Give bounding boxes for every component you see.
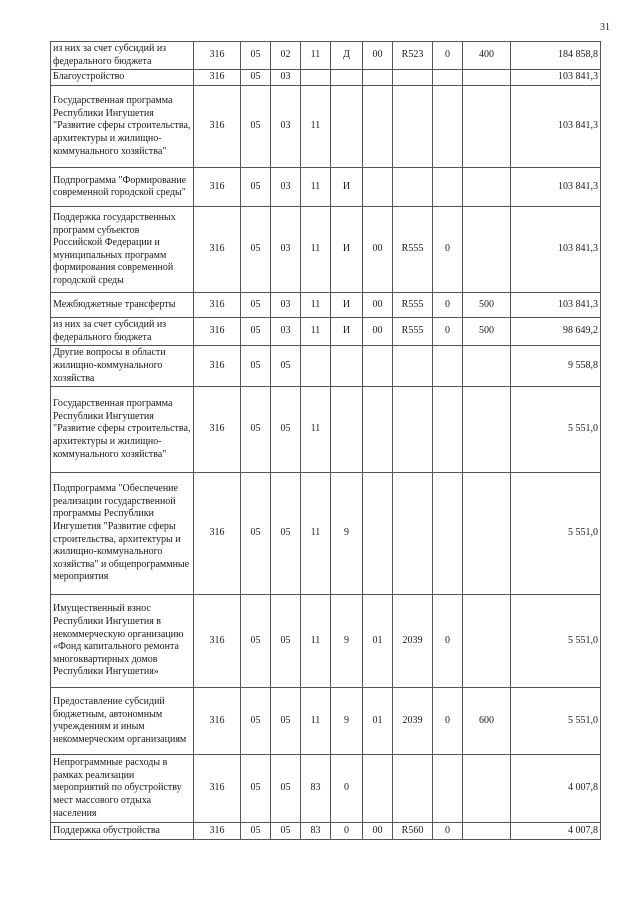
ministry-code: 316 [194,387,241,473]
subsection-code: 05 [271,473,301,595]
budget-table [50,41,601,840]
subsection-code: 05 [271,595,301,688]
subsection-code: 03 [271,293,301,318]
amount: 5 551,0 [511,688,601,755]
extra-code [433,70,463,86]
amount: 103 841,3 [511,207,601,293]
section-code: 05 [241,473,271,595]
section-code: 05 [241,70,271,86]
expense-type-code [463,70,511,86]
extra-code: 0 [433,318,463,346]
subsection-code: 03 [271,70,301,86]
expense-type-code: 500 [463,293,511,318]
direction-code: R555 [393,207,433,293]
extra-code: 0 [433,595,463,688]
subprogram-code: 0 [331,755,363,823]
extra-code [433,168,463,207]
direction-code [393,86,433,168]
table-row [51,473,601,595]
row-name: Межбюджетные трансферты [51,293,194,318]
row-name: из них за счет субсидий из федерального бюджета [51,42,194,70]
ministry-code: 316 [194,688,241,755]
ministry-code: 316 [194,346,241,387]
row-name: Государственная программа Республики Ингушетия "Развитие сферы строительства, архитектуры и жилищно-коммунального хозяйства" [51,86,194,168]
program-code: 11 [301,86,331,168]
extra-code [433,387,463,473]
row-name: Другие вопросы в области жилищно-коммунального хозяйства [51,346,194,387]
amount: 184 858,8 [511,42,601,70]
row-name: Поддержка обустройства [51,823,194,840]
subprogram-code: 0 [331,823,363,840]
row-name: Государственная программа Республики Ингушетия "Развитие сферы строительства, архитектуры и жилищно-коммунального хозяйства" [51,387,194,473]
direction-code: 2039 [393,688,433,755]
ministry-code: 316 [194,86,241,168]
subprogram-code: 9 [331,688,363,755]
program-code [301,70,331,86]
section-code: 05 [241,42,271,70]
direction-code [393,70,433,86]
section-code: 05 [241,823,271,840]
extra-code [433,346,463,387]
program-code: 11 [301,595,331,688]
table-row [51,70,601,86]
direction-code: R555 [393,293,433,318]
expense-type-code [463,473,511,595]
amount: 98 649,2 [511,318,601,346]
row-name: Поддержка государственных программ субъектов Российской Федерации и муниципальных программ формирования современной городской среды [51,207,194,293]
ministry-code: 316 [194,293,241,318]
activity-code [363,86,393,168]
amount: 5 551,0 [511,387,601,473]
extra-code [433,755,463,823]
activity-code: 00 [363,42,393,70]
section-code: 05 [241,168,271,207]
ministry-code: 316 [194,595,241,688]
table-row [51,346,601,387]
activity-code: 00 [363,293,393,318]
section-code: 05 [241,387,271,473]
activity-code: 01 [363,595,393,688]
activity-code [363,346,393,387]
page-number: 31 [600,22,610,33]
section-code: 05 [241,755,271,823]
extra-code: 0 [433,207,463,293]
direction-code [393,346,433,387]
program-code: 83 [301,755,331,823]
extra-code: 0 [433,823,463,840]
section-code: 05 [241,293,271,318]
expense-type-code [463,168,511,207]
table-row [51,42,601,70]
program-code: 11 [301,293,331,318]
amount: 4 007,8 [511,823,601,840]
section-code: 05 [241,207,271,293]
table-row [51,688,601,755]
program-code: 11 [301,473,331,595]
subsection-code: 03 [271,318,301,346]
amount: 103 841,3 [511,168,601,207]
section-code: 05 [241,318,271,346]
row-name: Подпрограмма "Формирование современной городской среды" [51,168,194,207]
expense-type-code [463,595,511,688]
subsection-code: 03 [271,86,301,168]
ministry-code: 316 [194,168,241,207]
ministry-code: 316 [194,473,241,595]
direction-code [393,387,433,473]
subprogram-code: И [331,293,363,318]
program-code: 11 [301,207,331,293]
direction-code [393,473,433,595]
subsection-code: 03 [271,207,301,293]
amount: 5 551,0 [511,595,601,688]
table-row [51,293,601,318]
amount: 9 558,8 [511,346,601,387]
subprogram-code: И [331,168,363,207]
subprogram-code: 9 [331,473,363,595]
subprogram-code: 9 [331,595,363,688]
subsection-code: 03 [271,168,301,207]
program-code [301,346,331,387]
ministry-code: 316 [194,42,241,70]
program-code: 11 [301,42,331,70]
program-code: 11 [301,168,331,207]
amount: 4 007,8 [511,755,601,823]
table-row [51,318,601,346]
activity-code: 00 [363,318,393,346]
expense-type-code [463,207,511,293]
subsection-code: 02 [271,42,301,70]
expense-type-code: 500 [463,318,511,346]
direction-code: R523 [393,42,433,70]
subprogram-code [331,86,363,168]
extra-code: 0 [433,293,463,318]
amount: 103 841,3 [511,86,601,168]
direction-code: R555 [393,318,433,346]
extra-code: 0 [433,688,463,755]
activity-code [363,755,393,823]
ministry-code: 316 [194,823,241,840]
activity-code: 01 [363,688,393,755]
expense-type-code [463,346,511,387]
table-row [51,168,601,207]
section-code: 05 [241,688,271,755]
subsection-code: 05 [271,346,301,387]
amount: 103 841,3 [511,70,601,86]
activity-code: 00 [363,207,393,293]
row-name: из них за счет субсидий из федерального бюджета [51,318,194,346]
section-code: 05 [241,346,271,387]
amount: 103 841,3 [511,293,601,318]
subsection-code: 05 [271,387,301,473]
row-name: Имущественный взнос Республики Ингушетия в некоммерческую организацию «Фонд капитального ремонта многоквартирных домов Республики Ингушетия» [51,595,194,688]
ministry-code: 316 [194,70,241,86]
expense-type-code: 400 [463,42,511,70]
amount: 5 551,0 [511,473,601,595]
subprogram-code [331,387,363,473]
program-code: 11 [301,387,331,473]
activity-code: 00 [363,823,393,840]
subsection-code: 05 [271,688,301,755]
extra-code: 0 [433,42,463,70]
extra-code [433,86,463,168]
expense-type-code [463,755,511,823]
table-row [51,823,601,840]
subprogram-code: И [331,318,363,346]
subprogram-code: Д [331,42,363,70]
table-row [51,387,601,473]
direction-code: 2039 [393,595,433,688]
activity-code [363,168,393,207]
table-row [51,755,601,823]
row-name: Непрограммные расходы в рамках реализации мероприятий по обустройству мест массового отдыха населения [51,755,194,823]
row-name: Подпрограмма "Обеспечение реализации государственной программы Республики Ингушетия "Развитие сферы строительства, архитектуры и жилищно-коммунального хозяйства" и общепрограммные мероприятия [51,473,194,595]
row-name: Благоустройство [51,70,194,86]
table-row [51,86,601,168]
ministry-code: 316 [194,755,241,823]
program-code: 11 [301,318,331,346]
budget-table-body [51,42,601,840]
table-row [51,207,601,293]
subprogram-code [331,346,363,387]
program-code: 11 [301,688,331,755]
expense-type-code [463,823,511,840]
expense-type-code [463,86,511,168]
row-name: Предоставление субсидий бюджетным, автономным учреждениям и иным некоммерческим организациям [51,688,194,755]
expense-type-code: 600 [463,688,511,755]
direction-code [393,168,433,207]
activity-code [363,387,393,473]
activity-code [363,473,393,595]
subprogram-code: И [331,207,363,293]
subsection-code: 05 [271,823,301,840]
ministry-code: 316 [194,318,241,346]
section-code: 05 [241,86,271,168]
extra-code [433,473,463,595]
program-code: 83 [301,823,331,840]
section-code: 05 [241,595,271,688]
direction-code [393,755,433,823]
direction-code: R560 [393,823,433,840]
activity-code [363,70,393,86]
expense-type-code [463,387,511,473]
table-row [51,595,601,688]
subprogram-code [331,70,363,86]
subsection-code: 05 [271,755,301,823]
ministry-code: 316 [194,207,241,293]
